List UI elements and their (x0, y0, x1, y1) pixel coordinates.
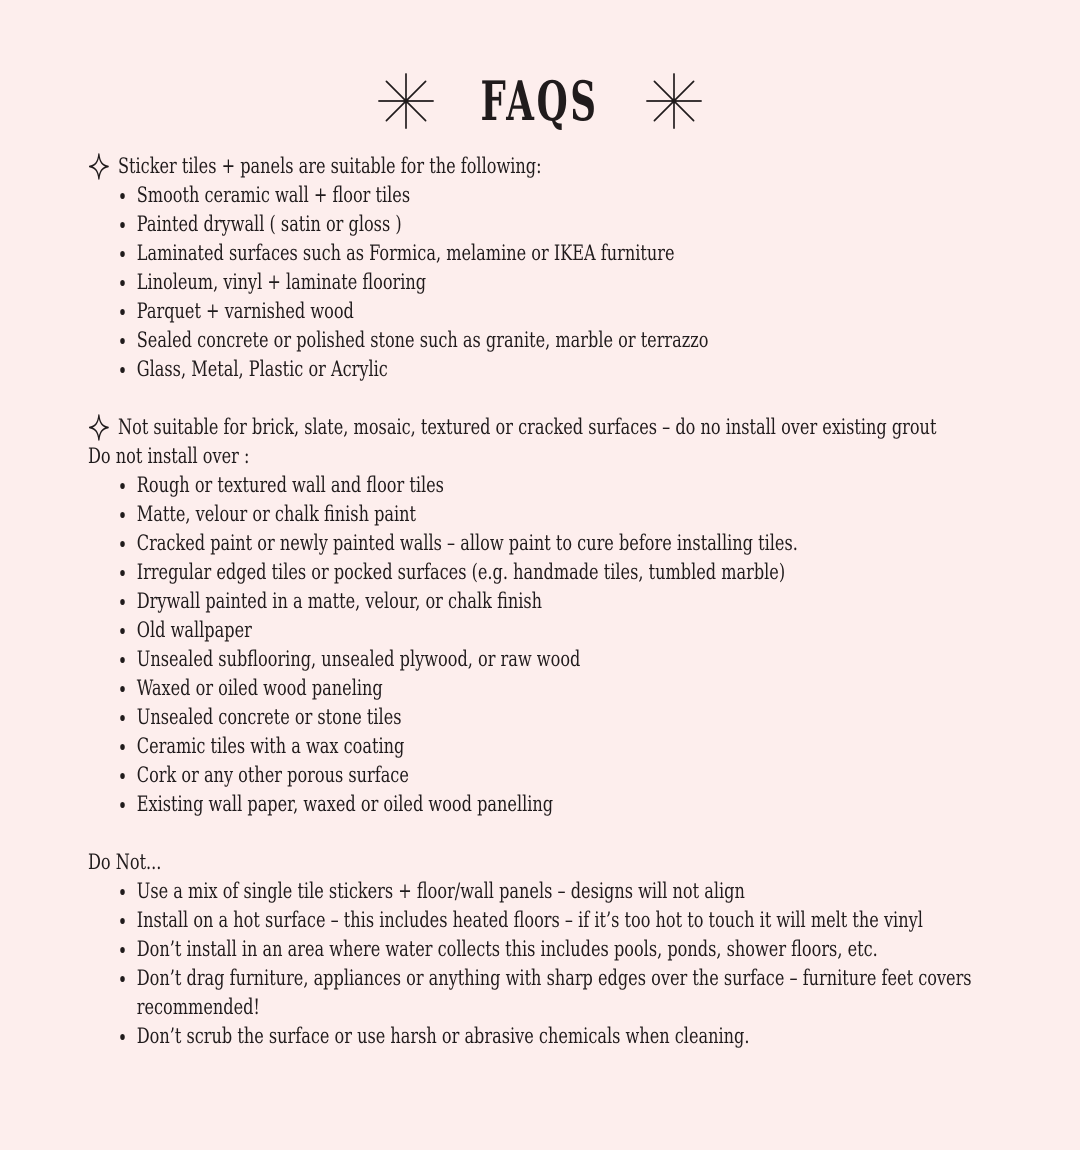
list-item-text: Waxed or oiled wood paneling (136, 676, 383, 701)
list-item-text: Existing wall paper, waxed or oiled wood panelling (136, 792, 554, 817)
starburst-icon (378, 73, 434, 129)
list-item (88, 239, 1041, 268)
bullet-dot (120, 193, 125, 199)
bullet-dot (120, 512, 125, 518)
bullet-dot (120, 802, 125, 808)
list-item (88, 703, 1041, 732)
faq-content (88, 152, 1041, 1051)
bullet-dot (120, 918, 125, 924)
not-suitable-surfaces-list (88, 471, 1041, 819)
list-item (88, 355, 1041, 384)
four-point-star-icon (88, 414, 110, 441)
list-item-text: Painted drywall ( satin or gloss ) (136, 212, 402, 237)
bullet-dot (120, 570, 125, 576)
list-item (88, 326, 1041, 355)
list-item-text: Sealed concrete or polished stone such as granite, marble or terrazzo (136, 328, 709, 353)
list-item-text: Linoleum, vinyl + laminate flooring (136, 270, 427, 295)
bullet-dot (120, 541, 125, 547)
bullet-dot (120, 947, 125, 953)
section-subheader: Do not install over : (88, 444, 250, 469)
bullet-dot (120, 367, 125, 373)
list-item-text: Use a mix of single tile stickers + floor/wall panels – designs will not align (136, 879, 745, 904)
list-item (88, 181, 1041, 210)
list-item (88, 587, 1041, 616)
page-title: FAQS (480, 69, 600, 133)
list-item-text: Ceramic tiles with a wax coating (136, 734, 405, 759)
list-item (88, 297, 1041, 326)
bullet-dot (120, 657, 125, 663)
list-item-text: Drywall painted in a matte, velour, or chalk finish (136, 589, 543, 614)
bullet-dot (120, 976, 125, 982)
bullet-dot (120, 251, 125, 257)
list-item (88, 1022, 1041, 1051)
list-item-text: Glass, Metal, Plastic or Acrylic (136, 357, 388, 382)
bullet-dot (120, 744, 125, 750)
bullet-dot (120, 715, 125, 721)
list-item-text: Rough or textured wall and floor tiles (136, 473, 444, 498)
bullet-dot (120, 280, 125, 286)
faq-page (0, 70, 1080, 1150)
list-item-text: Don’t install in an area where water collects this includes pools, ponds, shower floors, etc. (136, 937, 878, 962)
starburst-icon (646, 73, 702, 129)
bullet-dot (120, 686, 125, 692)
list-item-text: Matte, velour or chalk finish paint (136, 502, 417, 527)
list-item (88, 558, 1041, 587)
list-item-text: Laminated surfaces such as Formica, melamine or IKEA furniture (136, 241, 675, 266)
list-item (88, 935, 1041, 964)
list-item (88, 645, 1041, 674)
bullet-dot (120, 773, 125, 779)
list-item-text: Cracked paint or newly painted walls – allow paint to cure before installing tiles. (136, 531, 798, 556)
bullet-dot (120, 222, 125, 228)
list-item (88, 761, 1041, 790)
section-header-text: Do Not... (88, 850, 162, 875)
bullet-dot (120, 1034, 125, 1040)
list-item (88, 790, 1041, 819)
section-header-text: Not suitable for brick, slate, mosaic, textured or cracked surfaces – do no install over existing grout (118, 415, 937, 440)
list-item (88, 877, 1041, 906)
section-not-suitable-surfaces (88, 413, 1041, 819)
do-not-list (88, 877, 1041, 1051)
list-item (88, 616, 1041, 645)
section-header (88, 152, 1041, 181)
bullet-dot (120, 599, 125, 605)
list-item-text: Smooth ceramic wall + floor tiles (136, 183, 411, 208)
list-item-text: Unsealed subflooring, unsealed plywood, or raw wood (136, 647, 581, 672)
list-item (88, 471, 1041, 500)
bullet-dot (120, 309, 125, 315)
list-item-text: Cork or any other porous surface (136, 763, 409, 788)
list-item (88, 964, 1041, 1022)
list-item (88, 529, 1041, 558)
list-item (88, 210, 1041, 239)
list-item (88, 906, 1041, 935)
bullet-dot (120, 889, 125, 895)
list-item-text: Don’t drag furniture, appliances or anything with sharp edges over the surface – furniture feet covers recommended! (136, 966, 972, 1020)
four-point-star-icon (88, 153, 110, 180)
list-item-text: Parquet + varnished wood (136, 299, 354, 324)
page-title-row (0, 70, 1080, 132)
bullet-dot (120, 338, 125, 344)
bullet-dot (120, 483, 125, 489)
section-do-not (88, 848, 1041, 1051)
list-item (88, 268, 1041, 297)
section-header-text: Sticker tiles + panels are suitable for the following: (118, 154, 542, 179)
bullet-dot (120, 628, 125, 634)
list-item (88, 732, 1041, 761)
list-item-text: Unsealed concrete or stone tiles (136, 705, 402, 730)
list-item-text: Old wallpaper (136, 618, 252, 643)
section-suitable-surfaces (88, 152, 1041, 384)
list-item (88, 674, 1041, 703)
list-item (88, 500, 1041, 529)
list-item-text: Irregular edged tiles or pocked surfaces (e.g. handmade tiles, tumbled marble) (136, 560, 786, 585)
suitable-surfaces-list (88, 181, 1041, 384)
section-header (88, 848, 1041, 877)
list-item-text: Don’t scrub the surface or use harsh or abrasive chemicals when cleaning. (136, 1024, 750, 1049)
section-header (88, 413, 1041, 442)
list-item-text: Install on a hot surface – this includes heated floors – if it’s too hot to touch it will melt the vinyl (136, 908, 923, 933)
